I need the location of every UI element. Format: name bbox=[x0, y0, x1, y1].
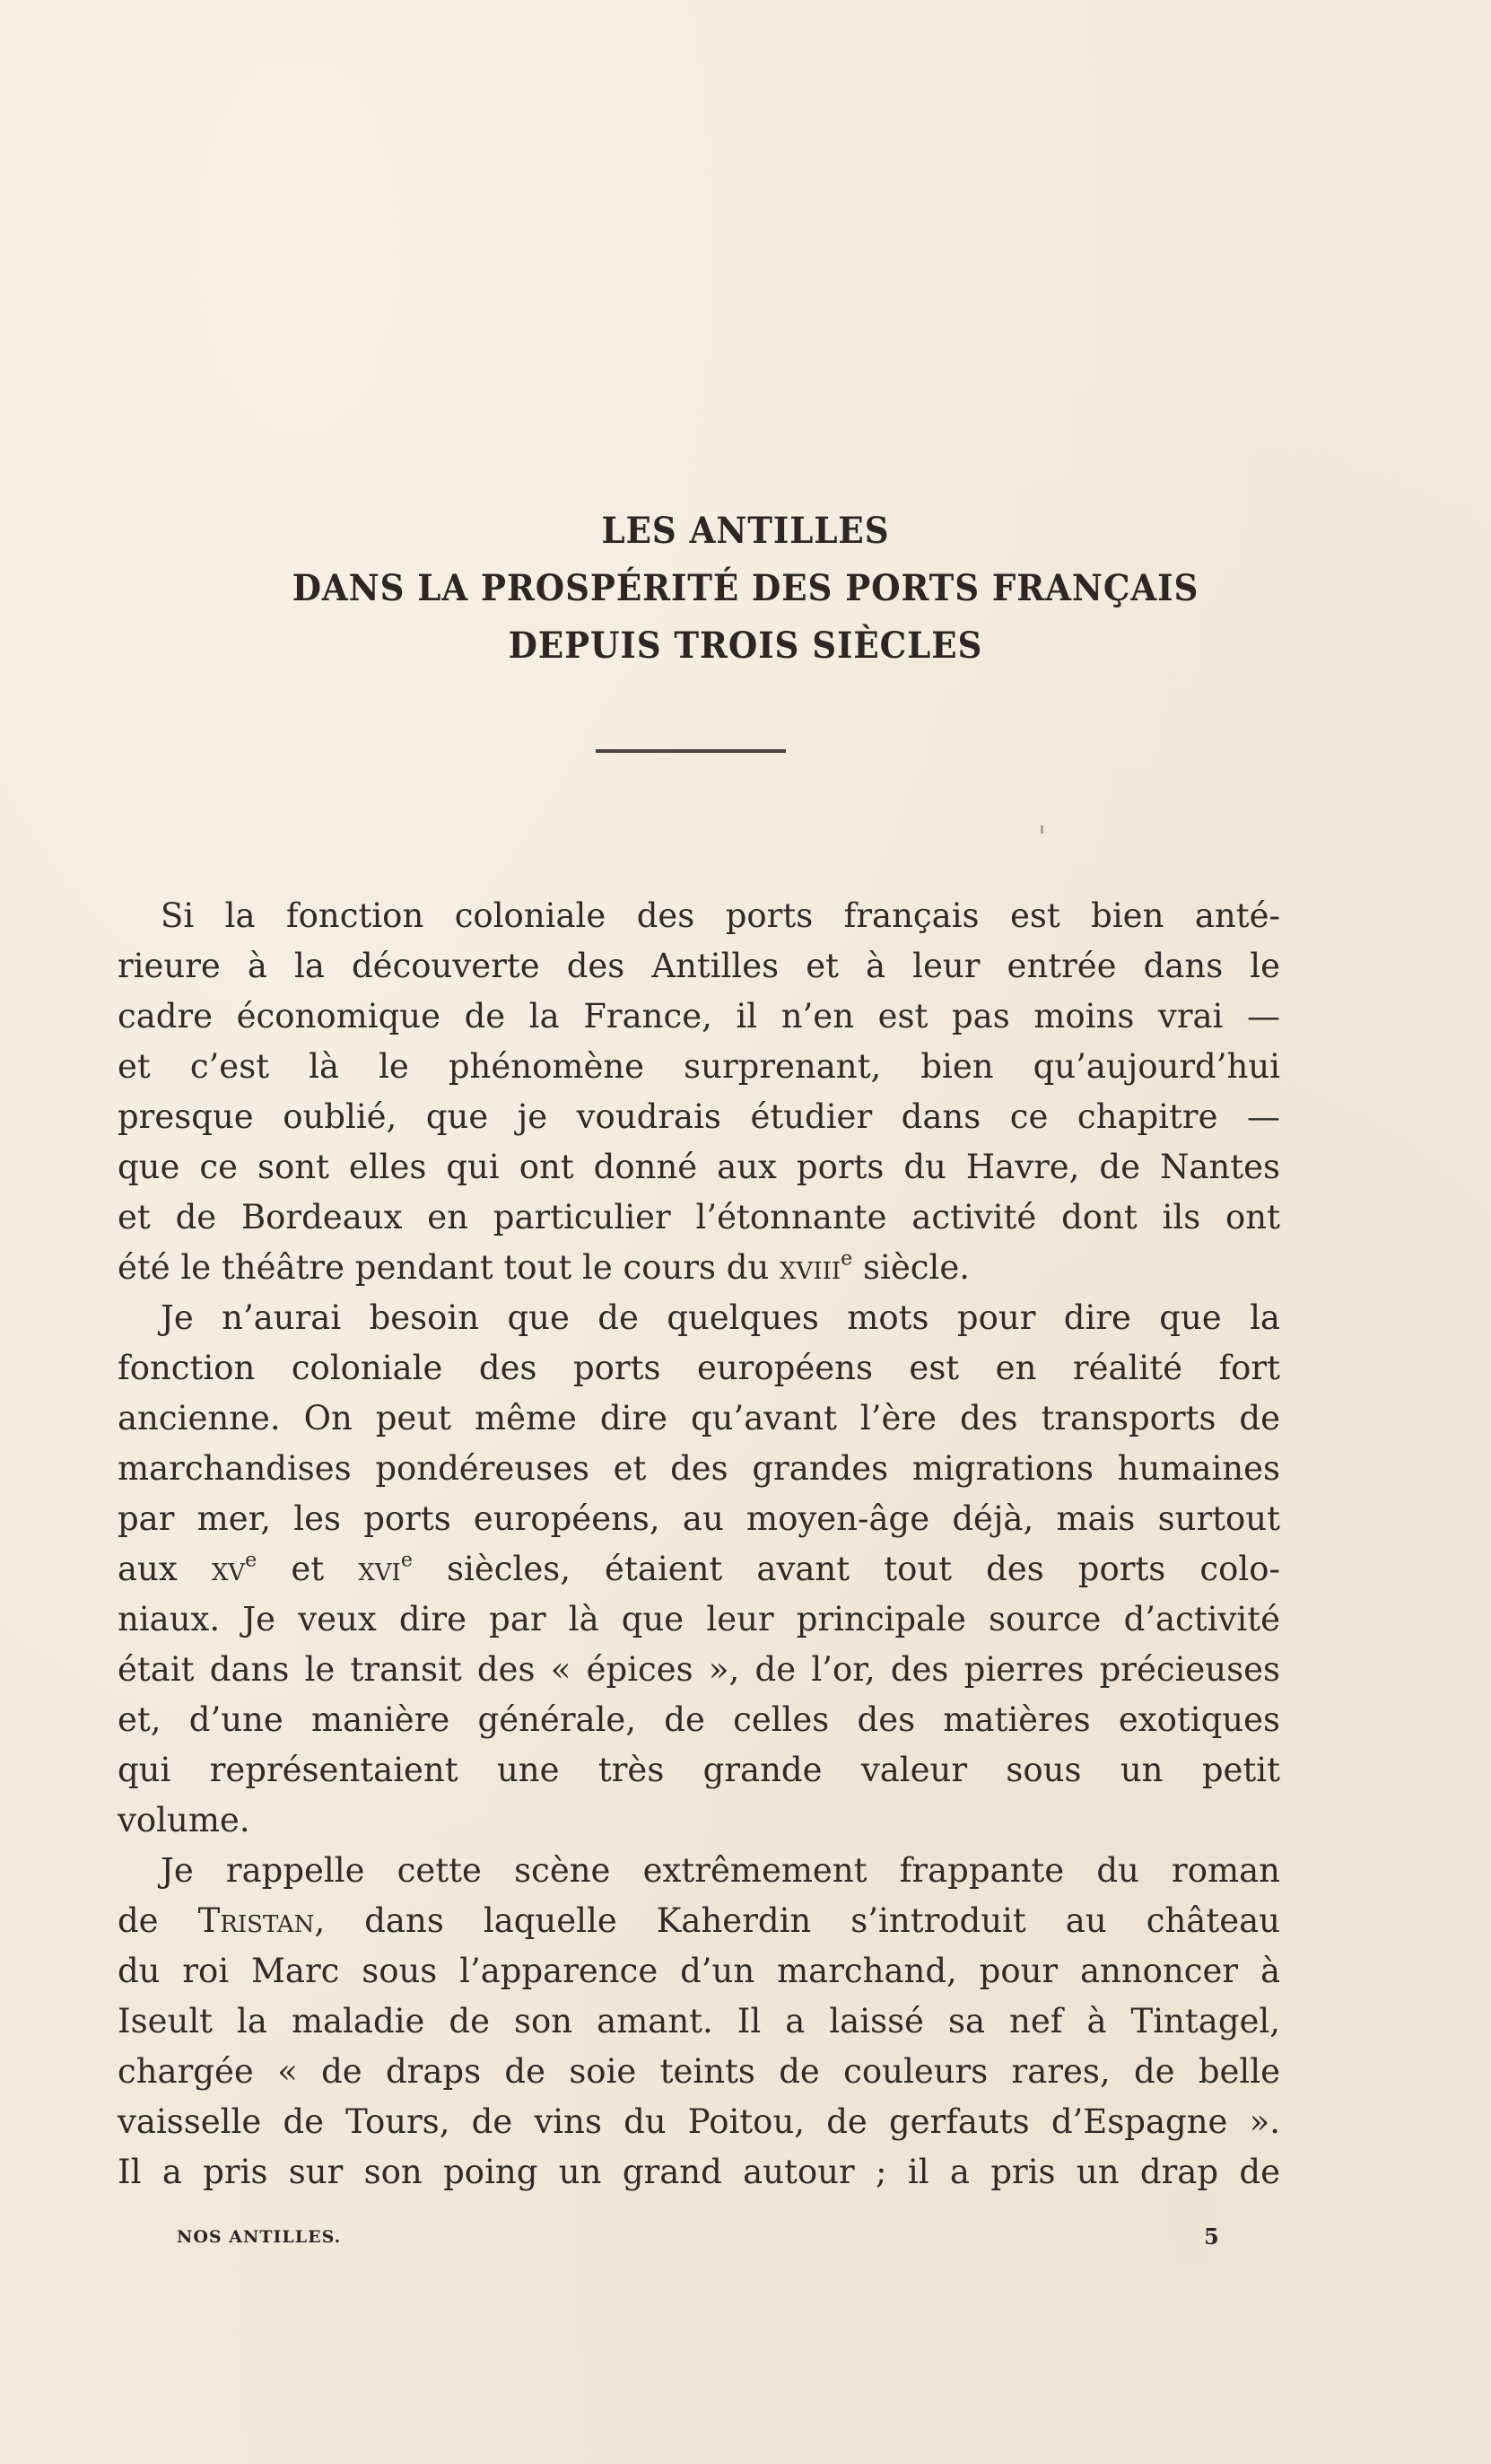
line-text: Si la fonction coloniale des ports français est bien anté- bbox=[161, 896, 1280, 935]
line-text: ancienne. On peut même dire qu’avant l’ère des transports de bbox=[118, 1399, 1280, 1437]
text-line bbox=[118, 1343, 1280, 1394]
text-line bbox=[118, 1896, 1280, 1946]
superscript: e bbox=[841, 1246, 853, 1271]
text-line bbox=[118, 1042, 1280, 1092]
chapter-title-line-3: DEPUIS TROIS SIÈCLES bbox=[508, 625, 983, 667]
line-text: été le théâtre pendant tout le cours du bbox=[118, 1248, 780, 1287]
text-line bbox=[118, 941, 1280, 992]
text-line bbox=[118, 1595, 1280, 1645]
line-text: et bbox=[257, 1550, 359, 1588]
line-text: Iseult la maladie de son amant. Il a laissé sa nef à Tintagel, bbox=[118, 2002, 1280, 2040]
line-text: que ce sont elles qui ont donné aux ports du Havre, de Nantes bbox=[118, 1148, 1280, 1186]
text-line bbox=[118, 2147, 1280, 2198]
chapter-title bbox=[52, 502, 1439, 675]
line-text: fonction coloniale des ports européens est en réalité fort bbox=[118, 1349, 1280, 1387]
superscript: e bbox=[400, 1548, 413, 1572]
superscript: e bbox=[245, 1548, 257, 1572]
line-text: siècles, étaient avant tout des ports colo- bbox=[412, 1550, 1280, 1588]
line-text: et de Bordeaux en particulier l’étonnante activité dont ils ont bbox=[118, 1198, 1280, 1236]
text-line bbox=[118, 1394, 1280, 1444]
line-text: , dans laquelle Kaherdin s’introduit au château bbox=[314, 1901, 1280, 1940]
text-line bbox=[118, 1494, 1280, 1544]
paper-speck bbox=[1041, 826, 1043, 834]
title-divider-rule bbox=[596, 749, 786, 753]
page-number: 5 bbox=[1204, 2224, 1219, 2250]
line-text: et, d’une manière générale, de celles des matières exotiques bbox=[118, 1700, 1280, 1739]
chapter-title-line-2: DANS LA PROSPÉRITÉ DES PORTS FRANÇAIS bbox=[292, 567, 1199, 609]
line-text: par mer, les ports européens, au moyen-âge déjà, mais surtout bbox=[118, 1499, 1280, 1538]
text-line bbox=[118, 1544, 1280, 1595]
line-text: du roi Marc sous l’apparence d’un marchand, pour annoncer à bbox=[118, 1952, 1280, 1990]
text-line bbox=[118, 1243, 1280, 1293]
line-text: siècle. bbox=[852, 1248, 970, 1287]
small-caps-text: xviii bbox=[780, 1248, 841, 1287]
line-text: niaux. Je veux dire par là que leur principale source d’activité bbox=[118, 1600, 1280, 1638]
line-text: et c’est là le phénomène surprenant, bien qu’aujourd’hui bbox=[118, 1047, 1280, 1086]
text-line bbox=[118, 1142, 1280, 1193]
line-text: volume. bbox=[118, 1801, 250, 1839]
text-line bbox=[118, 1946, 1280, 1997]
small-caps-text: xvi bbox=[358, 1550, 401, 1588]
line-text: Il a pris sur son poing un grand autour ; il a pris un drap de bbox=[118, 2153, 1280, 2191]
text-line bbox=[118, 1796, 1280, 1846]
text-line bbox=[118, 1293, 1280, 1343]
text-line bbox=[118, 992, 1280, 1042]
footer-signature: NOS ANTILLES. bbox=[177, 2227, 342, 2247]
text-line bbox=[118, 2047, 1280, 2097]
small-caps-text: Tristan bbox=[197, 1901, 315, 1940]
line-text: aux bbox=[118, 1550, 212, 1588]
text-line bbox=[118, 2097, 1280, 2147]
text-line bbox=[118, 1092, 1280, 1142]
text-line bbox=[118, 1193, 1280, 1243]
line-text: vaisselle de Tours, de vins du Poitou, de gerfauts d’Espagne ». bbox=[118, 2102, 1280, 2141]
line-text: était dans le transit des « épices », de l’or, des pierres précieuses bbox=[118, 1650, 1280, 1689]
text-line bbox=[118, 891, 1280, 941]
line-text: Je rappelle cette scène extrêmement frappante du roman bbox=[161, 1851, 1280, 1890]
line-text: chargée « de draps de soie teints de couleurs rares, de belle bbox=[118, 2052, 1280, 2091]
body-text bbox=[118, 891, 1280, 2198]
small-caps-text: xv bbox=[211, 1550, 246, 1588]
line-text: qui représentaient une très grande valeur sous un petit bbox=[118, 1751, 1280, 1789]
text-line bbox=[118, 1846, 1280, 1896]
text-line bbox=[118, 1997, 1280, 2047]
line-text: presque oublié, que je voudrais étudier dans ce chapitre — bbox=[118, 1097, 1280, 1136]
line-text: cadre économique de la France, il n’en est pas moins vrai — bbox=[118, 997, 1280, 1035]
line-text: de bbox=[118, 1901, 198, 1940]
text-line bbox=[118, 1695, 1280, 1745]
line-text: Je n’aurai besoin que de quelques mots pour dire que la bbox=[161, 1298, 1280, 1337]
text-line bbox=[118, 1645, 1280, 1695]
text-line bbox=[118, 1444, 1280, 1494]
line-text: marchandises pondéreuses et des grandes migrations humaines bbox=[118, 1449, 1280, 1488]
text-line bbox=[118, 1745, 1280, 1796]
line-text: rieure à la découverte des Antilles et à leur entrée dans le bbox=[118, 947, 1280, 985]
chapter-title-line-1: LES ANTILLES bbox=[601, 510, 890, 552]
